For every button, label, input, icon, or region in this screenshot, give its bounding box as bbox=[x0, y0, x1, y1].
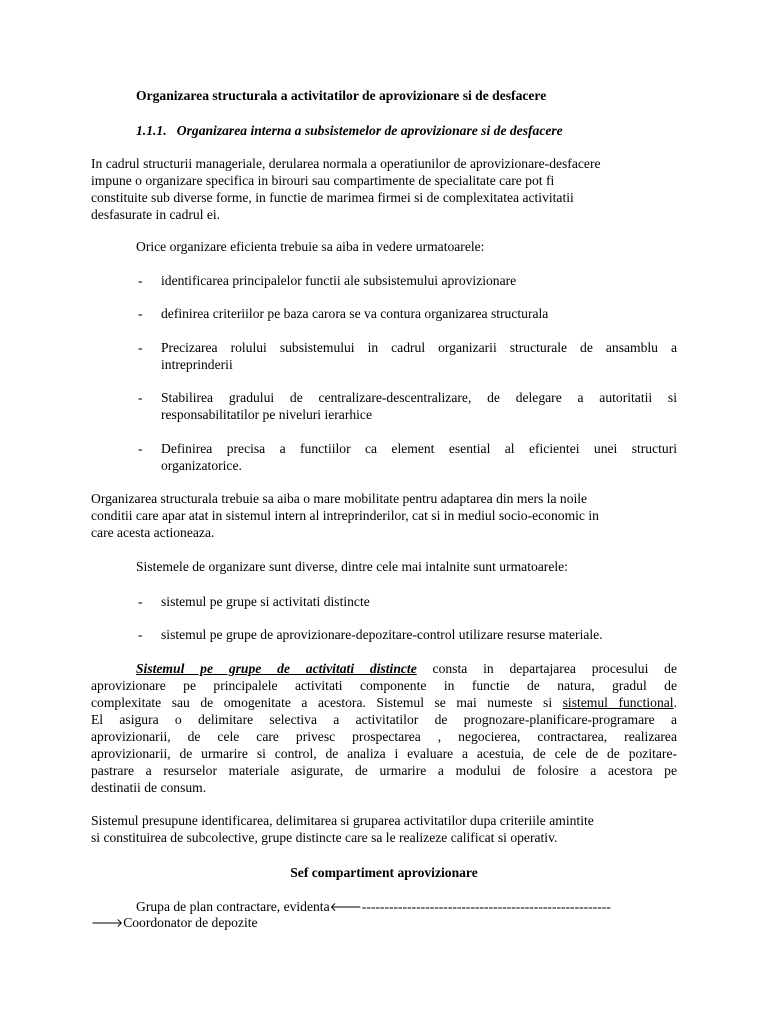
list-bullet: - bbox=[138, 594, 143, 609]
arrow-left-icon: 🡐 bbox=[329, 900, 362, 914]
functional-line-3-post: . bbox=[673, 695, 677, 710]
list-item-text-cont: responsabilitatilor pe niveluri ierarhice bbox=[161, 407, 373, 422]
list-item bbox=[136, 593, 677, 610]
intro-line-1: In cadrul structurii manageriale, derularea normala a operatiunilor de aprovizionare-desfacere bbox=[91, 156, 601, 171]
grouping-line-1: Sistemul presupune identificarea, delimitarea si gruparea activitatilor dupa criteriile amintite bbox=[91, 813, 594, 828]
emphasis-term: Sistemul pe grupe de activitati distincte bbox=[136, 661, 417, 676]
section-subtitle bbox=[136, 122, 677, 139]
list-item-text: definirea criteriilor pe baza carora se va contura organizarea structurala bbox=[161, 306, 549, 321]
list-item-text: sistemul pe grupe si activitati distincte bbox=[161, 594, 370, 609]
functional-line-8: destinatii de consum. bbox=[91, 780, 207, 795]
list-item-text-cont: organizatorice. bbox=[161, 458, 242, 473]
mobility-line-3: care acesta actioneaza. bbox=[91, 525, 215, 540]
list-item bbox=[136, 305, 677, 322]
arrow-right-icon: 🡒 bbox=[91, 916, 124, 930]
functional-line-3 bbox=[91, 694, 677, 711]
list-item bbox=[136, 339, 677, 373]
functional-line-6: aprovizionarii, de urmarire si control, de analiza i evaluare a acestuia, de cele de de pozitare- bbox=[91, 746, 677, 761]
list-bullet: - bbox=[138, 627, 143, 642]
intro-line-4: desfasurate in cadrul ei. bbox=[91, 207, 221, 222]
list-bullet: - bbox=[138, 306, 143, 321]
functional-line-4: El asigura o delimitare selectiva a activitatilor de prognozare-planificare-programare a bbox=[91, 712, 677, 727]
list-item-text: Stabilirea gradului de centralizare-descentralizare, de delegare a autoritatii si bbox=[161, 390, 677, 405]
mobility-line-1: Organizarea structurala trebuie sa aiba o mare mobilitate pentru adaptarea din mers la noile bbox=[91, 491, 588, 506]
functional-system-link[interactable]: sistemul functional bbox=[562, 695, 674, 710]
depot-coordinator-label: Coordonator de depozite bbox=[123, 915, 258, 930]
section-subtitle-text: Organizarea interna a subsistemelor de aprovizionare si de desfacere bbox=[176, 123, 563, 138]
list-bullet: - bbox=[138, 340, 143, 355]
list-bullet: - bbox=[138, 390, 143, 405]
functional-line-7: pastrare a resurselor materiale asigurate, de urmarire a modului de folosire a acestora pe bbox=[91, 763, 677, 778]
functional-line-3-pre: complexitate sau de omogenitate a acestora. Sistemul se mai numeste si bbox=[91, 695, 563, 710]
list-bullet: - bbox=[138, 273, 143, 288]
intro-line-3: constituite sub diverse forme, in functie de marimea firmei si de complexitatea activitatii bbox=[91, 190, 574, 205]
list-item bbox=[136, 389, 677, 423]
functional-line-1 bbox=[91, 660, 677, 677]
systems-intro-paragraph: Sistemele de organizare sunt diverse, dintre cele mai intalnite sunt urmatoarele: bbox=[136, 559, 568, 574]
list-item-text: sistemul pe grupe de aprovizionare-depozitare-control utilizare resurse materiale. bbox=[161, 627, 603, 642]
list-item bbox=[136, 440, 677, 474]
section-number: 1.1.1. bbox=[136, 123, 167, 138]
list-bullet: - bbox=[138, 441, 143, 456]
mobility-line-2: conditii care apar atat in sistemul intern al intreprinderilor, cat si in mediul socio-economic in bbox=[91, 508, 599, 523]
list-item-text: Precizarea rolului subsistemului in cadrul organizarii structurale de ansamblu a bbox=[161, 340, 677, 355]
functional-line-1-rest: consta in departajarea procesului de bbox=[416, 661, 677, 676]
list-item-text-cont: intreprinderii bbox=[161, 357, 233, 372]
intro-line-2: impune o organizare specifica in birouri sau compartimente de specialitate care pot fi bbox=[91, 173, 555, 188]
list-item-text: identificarea principalelor functii ale subsistemului aprovizionare bbox=[161, 273, 517, 288]
list-item bbox=[136, 626, 677, 643]
org-chart-heading: Sef compartiment aprovizionare bbox=[290, 865, 478, 880]
functional-line-2: aprovizionare pe principalele activitati componente in functie de natura, gradul de bbox=[91, 678, 677, 693]
list-intro-paragraph: Orice organizare eficienta trebuie sa aiba in vedere urmatoarele: bbox=[136, 239, 485, 254]
connector-dashes: ------------------------------------------------------- bbox=[361, 899, 611, 914]
list-item bbox=[136, 272, 677, 289]
plan-group-label: Grupa de plan contractare, evidenta bbox=[136, 899, 330, 914]
grouping-line-2: si constituirea de subcolective, grupe distincte care sa le realizeze calificat si operativ. bbox=[91, 830, 558, 845]
org-chart-row-2 bbox=[91, 914, 677, 932]
list-item-text: Definirea precisa a functiilor ca element esential al eficientei unei structuri bbox=[161, 441, 677, 456]
document-title: Organizarea structurala a activitatilor de aprovizionare si de desfacere bbox=[136, 88, 547, 103]
functional-line-5: aprovizionarii, de cele care privesc prospectarea , negocierea, contractarea, realizarea bbox=[91, 729, 677, 744]
